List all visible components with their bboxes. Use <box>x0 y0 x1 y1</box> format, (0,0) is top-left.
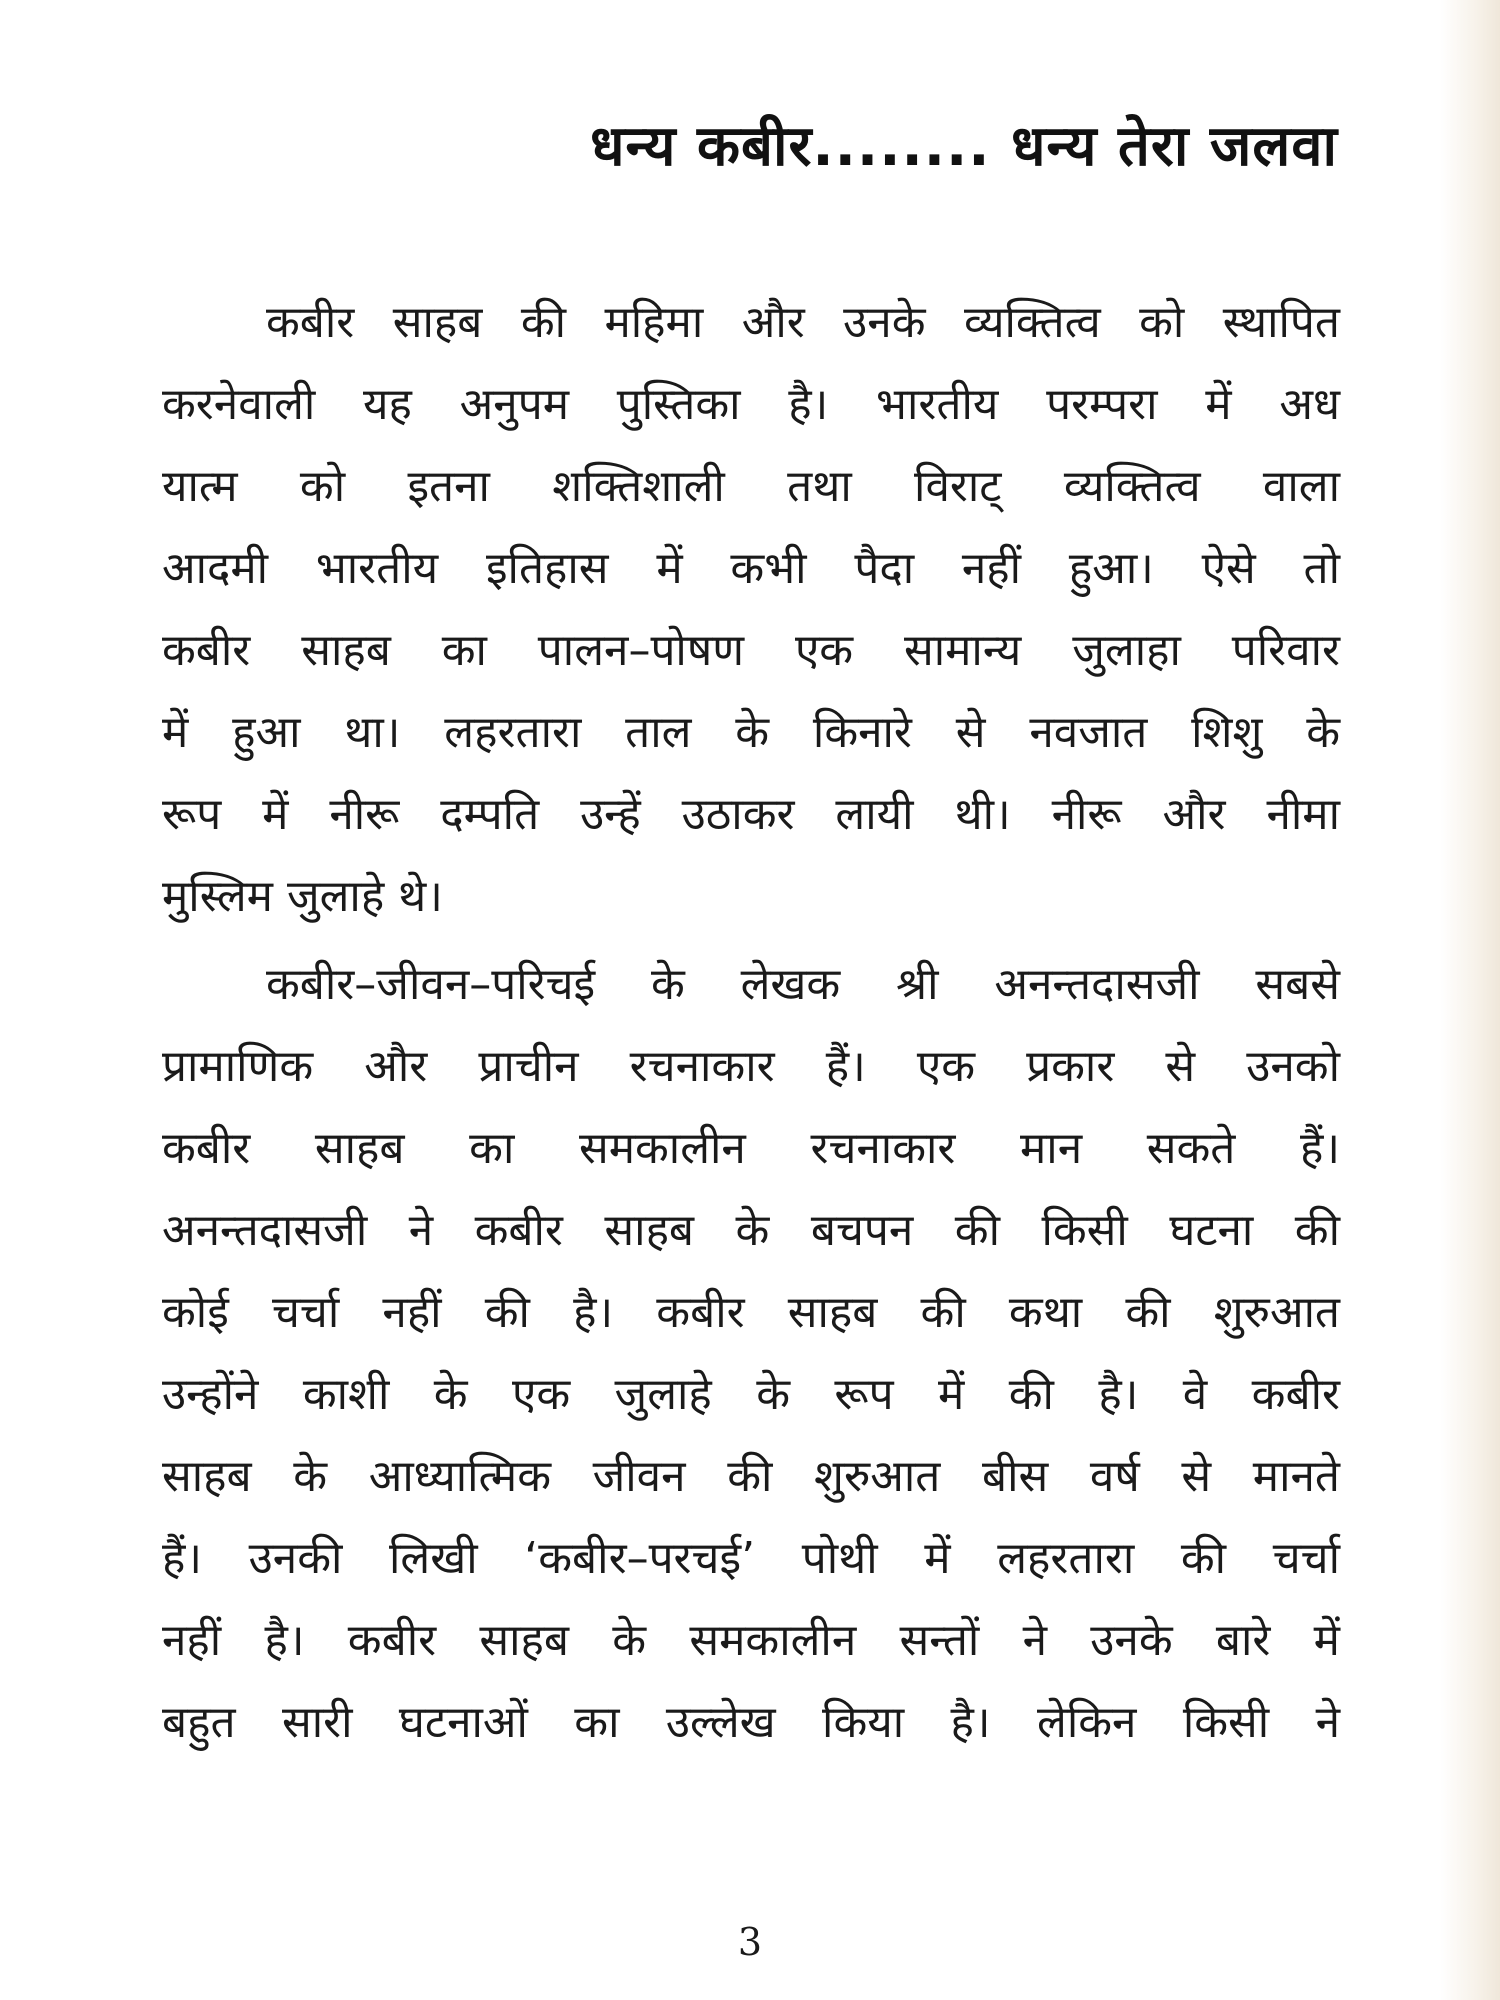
text-line: करनेवाली यह अनुपम पुस्तिका है। भारतीय परम्परा में अध <box>162 379 1340 430</box>
text-line: यात्म को इतना शक्तिशाली तथा विराट् व्यक्तित्व वाला <box>162 461 1340 512</box>
text-line: मुस्लिम जुलाहे थे। <box>162 871 443 922</box>
text-line: हैं। उनकी लिखी ‘कबीर–परचई’ पोथी में लहरतारा की चर्चा <box>162 1533 1340 1584</box>
page-number: 3 <box>737 1920 763 1964</box>
text-line: उन्होंने काशी के एक जुलाहे के रूप में की है। वे कबीर <box>162 1369 1340 1420</box>
text-line: कबीर–जीवन–परिचई के लेखक श्री अनन्तदासजी सबसे <box>266 959 1340 1010</box>
text-line: में हुआ था। लहरतारा ताल के किनारे से नवजात शिशु के <box>162 707 1340 758</box>
text-line: कोई चर्चा नहीं की है। कबीर साहब की कथा की शुरुआत <box>162 1287 1340 1338</box>
text-line: कबीर साहब की महिमा और उनके व्यक्तित्व को स्थापित <box>266 297 1340 348</box>
chapter-title: धन्य कबीर........ धन्य तेरा जलवा <box>590 114 1338 179</box>
text-line: साहब के आध्यात्मिक जीवन की शुरुआत बीस वर्ष से मानते <box>162 1451 1340 1502</box>
text-line: रूप में नीरू दम्पति उन्हें उठाकर लायी थी। नीरू और नीमा <box>162 789 1340 840</box>
page-edge-shadow <box>1440 0 1500 2000</box>
text-line: बहुत सारी घटनाओं का उल्लेख किया है। लेकिन किसी ने <box>162 1697 1340 1748</box>
text-line: कबीर साहब का पालन–पोषण एक सामान्य जुलाहा परिवार <box>162 625 1340 676</box>
paragraph-1 <box>162 282 1340 938</box>
text-line: आदमी भारतीय इतिहास में कभी पैदा नहीं हुआ। ऐसे तो <box>162 543 1340 594</box>
text-line: नहीं है। कबीर साहब के समकालीन सन्तों ने उनके बारे में <box>162 1615 1340 1666</box>
paragraph-2 <box>162 944 1340 1764</box>
body-text <box>162 282 1340 1770</box>
text-line: प्रामाणिक और प्राचीन रचनाकार हैं। एक प्रकार से उनको <box>162 1041 1340 1092</box>
text-line: कबीर साहब का समकालीन रचनाकार मान सकते हैं। <box>162 1123 1340 1174</box>
text-line: अनन्तदासजी ने कबीर साहब के बचपन की किसी घटना की <box>162 1205 1340 1256</box>
